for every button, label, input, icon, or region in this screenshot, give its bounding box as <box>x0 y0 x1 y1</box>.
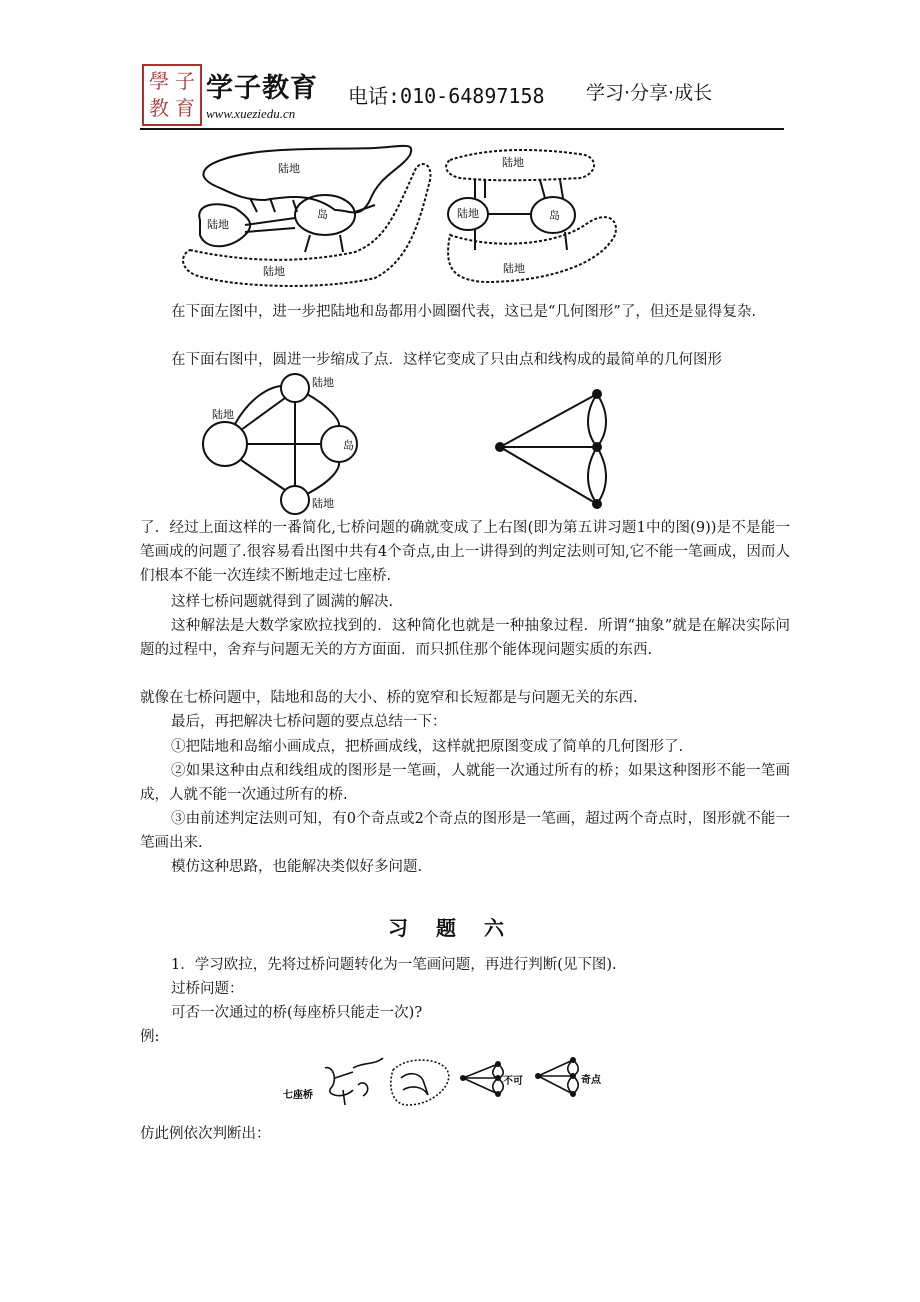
exercise-question: 1．学习欧拉，先将过桥问题转化为一笔画问题，再进行判断(见下图). <box>171 957 617 973</box>
example-no-label: 不可 <box>503 1076 523 1087</box>
map-label: 陆地 <box>263 265 285 278</box>
paragraph: ③由前述判定法则可知，有0个奇点或2个奇点的图形是一笔画，超过两个奇点时，图形就不能一笔画出来. <box>140 811 790 851</box>
paragraph: 了．经过上面这样的一番简化,七桥问题的确就变成了上右图(即为第五讲习题1中的图(9))是不是能一笔画成的问题了.很容易看出图中共有4个奇点,由上一讲得到的判定法则可知,它不能一笔画成，因而人们根本不能一次连续不断地走过七座桥. <box>140 520 790 584</box>
example-figure <box>283 1050 613 1114</box>
logo-char: 育 <box>175 96 195 120</box>
example-label: 例: <box>140 1029 160 1045</box>
graph-figure <box>195 372 625 520</box>
paragraph: ①把陆地和岛缩小画成点，把桥画成线，这样就把原图变成了简单的几何图形了. <box>171 739 684 755</box>
map-label: 岛 <box>549 209 560 222</box>
example-bridges-label: 七座桥 <box>283 1090 313 1101</box>
map-label: 岛 <box>317 208 328 221</box>
phone-number: 电话:010-64897158 <box>348 84 545 108</box>
exercise-ask: 可否一次通过的桥(每座桥只能走一次)? <box>171 1005 423 1021</box>
slogan: 学习·分享·成长 <box>586 82 713 104</box>
exercise-subtitle: 过桥问题： <box>171 981 244 997</box>
logo <box>142 64 202 126</box>
map-label: 陆地 <box>503 262 525 275</box>
paragraph: 模仿这种思路，也能解决类似好多问题. <box>171 859 423 875</box>
graph-label: 陆地 <box>312 497 334 510</box>
paragraph: 最后，再把解决七桥问题的要点总结一下： <box>171 714 447 730</box>
page-header <box>140 62 784 130</box>
right-lower-land <box>448 217 616 282</box>
graph-label: 陆地 <box>212 408 234 421</box>
map-label: 陆地 <box>207 218 229 231</box>
paragraph: 就像在七桥问题中，陆地和岛的大小、桥的宽窄和长短都是与问题无关的东西. <box>140 690 638 706</box>
example-odd-label: 奇点 <box>581 1075 601 1086</box>
logo-char: 學 <box>149 69 169 93</box>
paragraph: 这样七桥问题就得到了圆满的解决. <box>171 594 394 610</box>
brand-name: 学子教育 <box>206 73 318 104</box>
paragraph: 在下面左图中，进一步把陆地和岛都用小圆圈代表，这已是“几何图形”了，但还是显得复杂. <box>171 304 756 320</box>
logo-char: 子 <box>175 69 195 93</box>
map-label: 陆地 <box>278 162 300 175</box>
map-label: 陆地 <box>502 156 524 169</box>
paragraph: 这种解法是大数学家欧拉找到的．这种简化也就是一种抽象过程．所谓“抽象”就是在解决实际问题的过程中，舍弃与问题无关的方方面面．而只抓住那个能体现问题实质的东西. <box>140 618 790 658</box>
header-divider <box>140 128 784 130</box>
exercise-title: 习题六 <box>388 916 532 940</box>
map-label: 陆地 <box>457 207 479 220</box>
paragraph: ②如果这种由点和线组成的图形是一笔画，人就能一次通过所有的桥；如果这种图形不能一笔画成，人就不能一次通过所有的桥. <box>140 763 790 803</box>
brand-url: www.xueziedu.cn <box>206 106 296 121</box>
logo-char: 教 <box>149 96 169 120</box>
graph-label: 岛 <box>343 439 354 452</box>
bridge-map-figure <box>175 140 620 290</box>
exercise-follow: 仿此例依次判断出： <box>140 1126 271 1142</box>
paragraph: 在下面右图中，圆进一步缩成了点．这样它变成了只由点和线构成的最简单的几何图形 <box>171 352 722 368</box>
upper-land <box>203 146 411 213</box>
graph-label: 陆地 <box>312 376 334 389</box>
